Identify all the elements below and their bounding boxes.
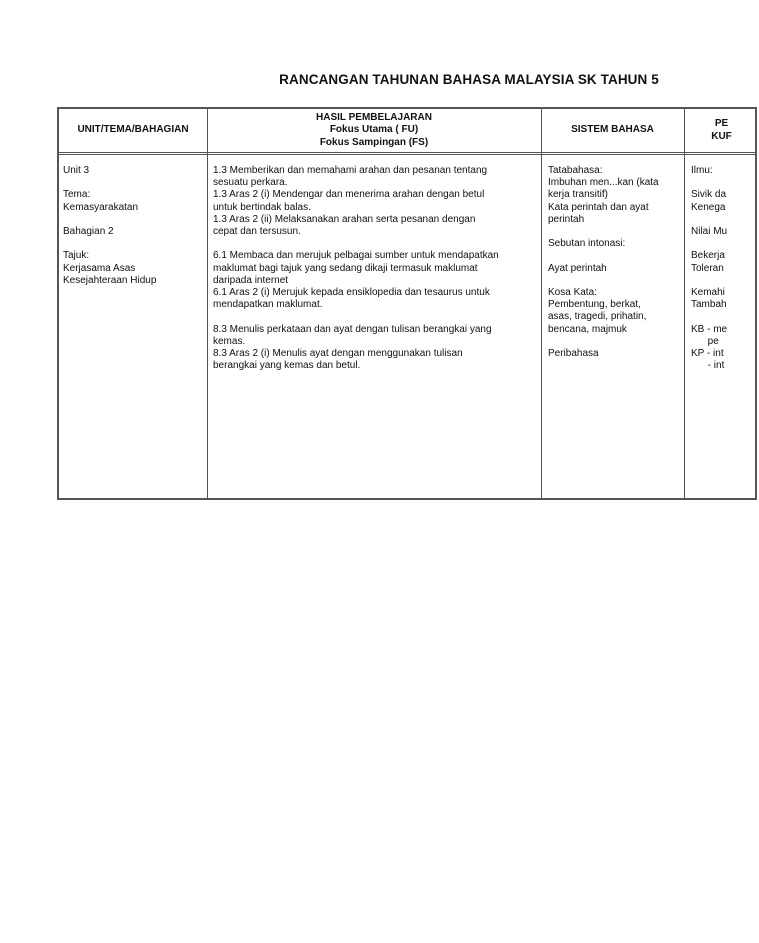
text-line: Tatabahasa: (548, 165, 603, 176)
text-line: Sebutan intonasi: (548, 238, 626, 250)
document-title: RANCANGAN TAHUNAN BAHASA MALAYSIA SK TAHUN 5 (279, 72, 659, 87)
text-line (213, 311, 539, 323)
text-line (691, 214, 757, 226)
header-kurikulum-line1: PE (714, 118, 729, 129)
header-hasil-line2: Fokus Utama ( FU) (329, 124, 419, 136)
header-kurikulum-line2: KUF (711, 130, 732, 142)
text-line: Kesejahteraan Hidup (63, 274, 157, 286)
column-divider (684, 109, 685, 498)
text-line: Kosa Kata: (548, 286, 597, 298)
text-line: KP - int (691, 347, 724, 359)
text-line: 1.3 Memberikan dan memahami arahan dan pesanan tentang (213, 165, 488, 176)
text-line: Bahagian 2 (63, 225, 114, 237)
text-line (691, 238, 757, 250)
text-line: 1.3 Aras 2 (ii) Melaksanakan arahan serta pesanan dengan (213, 213, 476, 225)
yearly-plan-table (57, 107, 757, 500)
text-line: 1.3 Aras 2 (i) Mendengar dan menerima arahan dengan betul (213, 189, 485, 201)
text-line: Ilmu: (691, 165, 713, 176)
text-line (691, 275, 757, 287)
text-line: kemas. (213, 335, 246, 347)
text-line (548, 250, 682, 262)
text-line: Kemasyarakatan (63, 201, 139, 213)
text-line: Tambah (691, 299, 727, 311)
text-line: Imbuhan men...kan (kata (548, 177, 659, 189)
text-line: daripada internet (213, 274, 289, 286)
text-line: Kata perintah dan ayat (548, 201, 649, 213)
header-hasil-line1: HASIL PEMBELAJARAN (316, 111, 432, 123)
text-line: 6.1 Membaca dan merujuk pelbagai sumber untuk mendapatkan (213, 250, 499, 262)
text-line: mendapatkan maklumat. (213, 299, 323, 311)
header-kurikulum (684, 109, 759, 152)
text-line: 6.1 Aras 2 (i) Merujuk kepada ensiklopedia dan tesaurus untuk (213, 287, 490, 299)
header-sistem-bahasa: SISTEM BAHASA (571, 124, 654, 136)
text-line: Tema: (63, 189, 91, 201)
text-line: Tajuk: (63, 250, 90, 262)
cell-kurikulum (691, 165, 757, 372)
text-line (63, 214, 203, 226)
text-line (548, 226, 682, 238)
text-line (63, 177, 203, 189)
text-line (548, 275, 682, 287)
cell-unit-tema-bahagian (63, 165, 203, 287)
text-line (691, 177, 757, 189)
text-line: Bekerja (691, 250, 725, 262)
text-line: maklumat bagi tajuk yang sedang dikaji termasuk maklumat (213, 262, 478, 274)
text-line (548, 336, 682, 348)
text-line: perintah (548, 213, 585, 225)
cell-hasil-pembelajaran (213, 165, 539, 372)
text-line: berangkai yang kemas dan betul. (213, 360, 361, 372)
text-line: KB - me (691, 323, 728, 335)
cell-sistem-bahasa (548, 165, 682, 360)
text-line: Kerjasama Asas (63, 262, 136, 274)
text-line (691, 311, 757, 323)
text-line: sesuatu perkara. (213, 177, 288, 189)
text-line: Kenega (691, 201, 726, 213)
text-line: Sivik da (691, 189, 727, 201)
text-line: 8.3 Menulis perkataan dan ayat dengan tulisan berangkai yang (213, 323, 492, 335)
text-line: - int (691, 360, 725, 372)
text-line (63, 238, 203, 250)
text-line: Pembentung, berkat, (548, 299, 641, 311)
text-line: kerja transitif) (548, 189, 609, 201)
text-line: Kemahi (691, 286, 725, 298)
header-hasil-pembelajaran (207, 109, 541, 152)
column-divider (207, 109, 208, 498)
text-line: bencana, majmuk (548, 323, 627, 335)
text-line: asas, tragedi, prihatin, (548, 311, 647, 323)
text-line: 8.3 Aras 2 (i) Menulis ayat dengan menggunakan tulisan (213, 348, 463, 360)
text-line: Unit 3 (63, 165, 90, 176)
header-unit-tema-bahagian: UNIT/TEMA/BAHAGIAN (77, 124, 189, 136)
text-line: pe (691, 335, 719, 347)
text-line: cepat dan tersusun. (213, 226, 301, 238)
text-line: untuk bertindak balas. (213, 201, 311, 213)
text-line (213, 238, 539, 250)
text-line: Toleran (691, 262, 724, 274)
text-line: Peribahasa (548, 347, 599, 359)
text-line: Nilai Mu (691, 225, 728, 237)
header-hasil-line3: Fokus Sampingan (FS) (319, 136, 429, 148)
text-line: Ayat perintah (548, 262, 607, 274)
column-divider (541, 109, 542, 498)
